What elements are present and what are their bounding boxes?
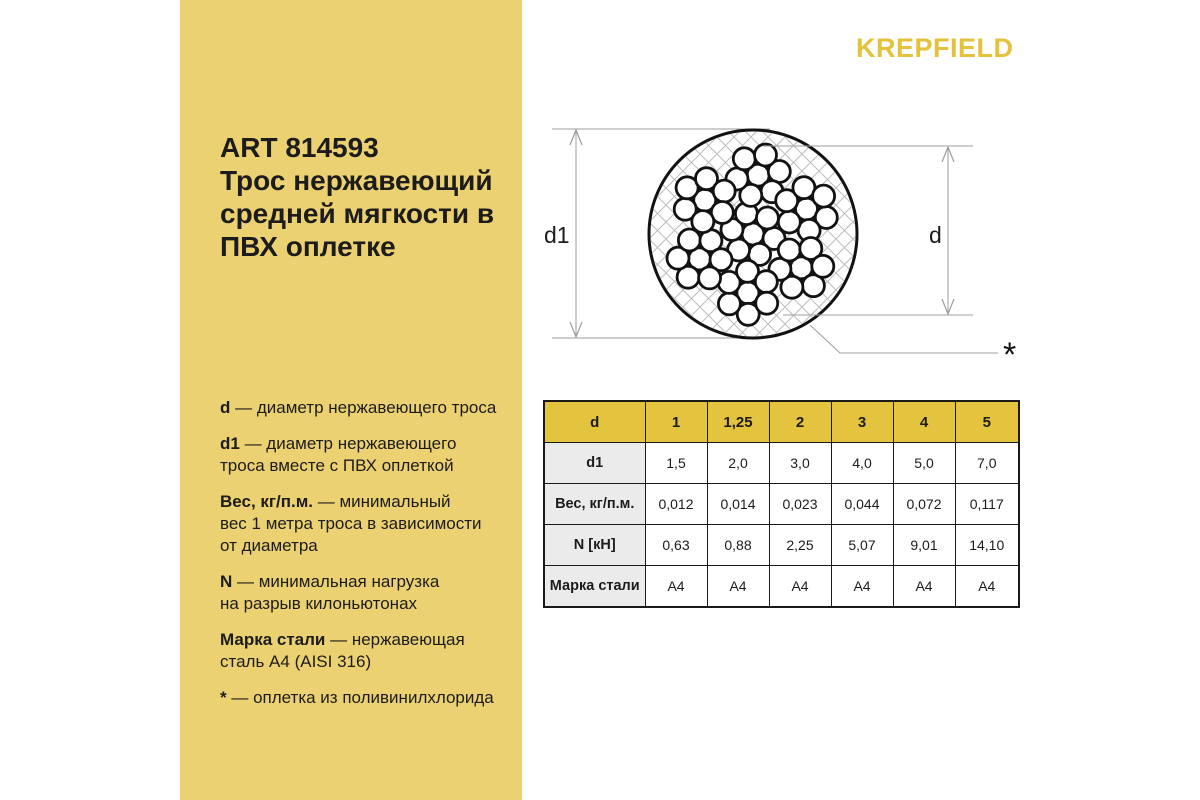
table-value-cell: 1,5 (645, 443, 707, 484)
table-value-cell: 0,012 (645, 484, 707, 525)
legend-item: d1 — диаметр нержавеющего троса вместе с ПВХ оплеткой (220, 434, 457, 475)
table-value-cell: 2,25 (769, 525, 831, 566)
wire-circle (699, 267, 721, 289)
table-header-cell: 4 (893, 401, 955, 443)
table-value-cell: A4 (831, 566, 893, 608)
table-value-cell: 0,014 (707, 484, 769, 525)
wire-circle (755, 144, 777, 166)
wire-circle (812, 255, 834, 277)
table-header-cell: 1 (645, 401, 707, 443)
cable-cross-section-diagram (530, 103, 1050, 375)
footnote-leader-line (810, 325, 998, 353)
table-header-cell: 5 (955, 401, 1019, 443)
d-label: d (929, 222, 942, 248)
table-row-label: d1 (544, 443, 645, 484)
legend-term: Вес, кг/п.м. (220, 492, 318, 511)
table-value-cell: 4,0 (831, 443, 893, 484)
table-row (544, 443, 1019, 484)
table-header-cell: 2 (769, 401, 831, 443)
product-name: Трос нержавеющий средней мягкости в ПВХ оплетке (220, 165, 495, 262)
wire-circle (813, 185, 835, 207)
table-row (544, 525, 1019, 566)
table-value-cell: 7,0 (955, 443, 1019, 484)
legend-item: d — диаметр нержавеющего троса (220, 398, 497, 417)
table-value-cell: 5,0 (893, 443, 955, 484)
table-value-cell: A4 (893, 566, 955, 608)
wire-circle (733, 148, 755, 170)
table-header-cell: d (544, 401, 645, 443)
table-row (544, 566, 1019, 608)
wire-circle (755, 271, 777, 293)
legend-item: Марка стали — нержавеющая сталь A4 (AISI 316) (220, 630, 465, 671)
legend-term: d (220, 398, 236, 417)
table-value-cell: 5,07 (831, 525, 893, 566)
table-value-cell: 0,117 (955, 484, 1019, 525)
table-value-cell: 9,01 (893, 525, 955, 566)
wire-circle (718, 293, 740, 315)
table-value-cell: A4 (769, 566, 831, 608)
table-value-cell: 3,0 (769, 443, 831, 484)
legend-item: N — минимальная нагрузка на разрыв килоньютонах (220, 572, 440, 613)
wire-circle (778, 239, 800, 261)
legend-term: N (220, 572, 237, 591)
table-value-cell: 0,044 (831, 484, 893, 525)
wire-circle (778, 211, 800, 233)
table-value-cell: 0,023 (769, 484, 831, 525)
spec-table (543, 400, 1020, 608)
brand-logo: KREPFIELD (856, 33, 1014, 63)
legend-item: * — оплетка из поливинилхлорида (220, 688, 494, 707)
table-value-cell: 0,88 (707, 525, 769, 566)
table-row-label: N [кН] (544, 525, 645, 566)
legend-term: * (220, 688, 232, 707)
table-value-cell: A4 (955, 566, 1019, 608)
d1-label: d1 (544, 222, 570, 248)
table-header-cell: 3 (831, 401, 893, 443)
footnote-asterisk: * (1003, 336, 1017, 374)
legend-term: d1 (220, 434, 245, 453)
table-row (544, 484, 1019, 525)
table-value-cell: 0,63 (645, 525, 707, 566)
table-value-cell: A4 (707, 566, 769, 608)
title-block (220, 131, 520, 263)
table-value-cell: 0,072 (893, 484, 955, 525)
wire-circle (756, 207, 778, 229)
legend-item: Вес, кг/п.м. — минимальный вес 1 метра троса в зависимости от диаметра (220, 492, 482, 555)
wire-circle (692, 211, 714, 233)
table-row-label: Марка стали (544, 566, 645, 608)
article-number: ART 814593 (220, 132, 379, 163)
legend-list (220, 397, 520, 723)
wire-circle (713, 180, 735, 202)
table-value-cell: 2,0 (707, 443, 769, 484)
table-header-cell: 1,25 (707, 401, 769, 443)
table-value-cell: 14,10 (955, 525, 1019, 566)
wire-circle (756, 292, 778, 314)
table-value-cell: A4 (645, 566, 707, 608)
table-row-label: Вес, кг/п.м. (544, 484, 645, 525)
legend-term: Марка стали (220, 630, 331, 649)
